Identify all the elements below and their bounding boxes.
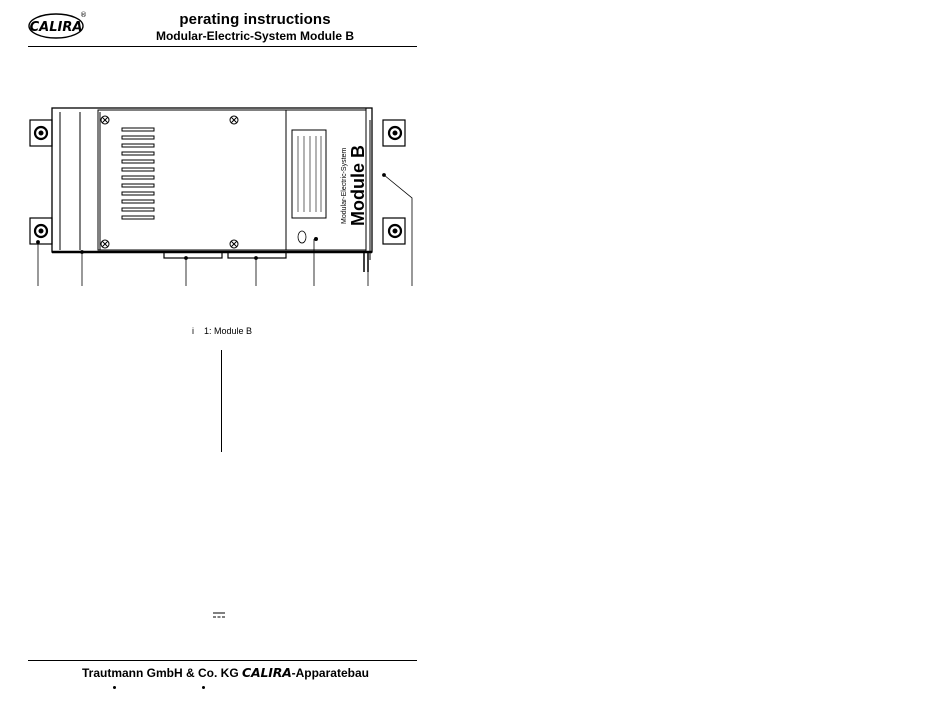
footer-company: Trautmann GmbH & Co. KG: [82, 666, 239, 680]
mount-bracket-top-right: [383, 120, 405, 146]
calira-logo: [28, 10, 86, 40]
mount-bracket-bottom-left: [30, 218, 52, 244]
page-subtitle: Modular-Electric-System Module B: [155, 29, 355, 43]
footer-brand: CALIRA: [242, 665, 292, 680]
footer-dot: [113, 686, 116, 689]
page-title: perating instructions: [179, 11, 331, 28]
vent-slots: [122, 128, 154, 219]
svg-text:Modular-Electric-System: Modular-Electric-System: [341, 147, 348, 224]
mount-bracket-top-left: [30, 120, 52, 146]
footer-rule: [28, 660, 417, 661]
footer-suffix: -Apparatebau: [291, 666, 369, 680]
caption-index: i: [192, 326, 194, 336]
svg-text:®: ®: [80, 11, 87, 19]
svg-text:Module B: Module B: [348, 145, 368, 226]
module-b-drawing: [28, 100, 423, 290]
footer-dot: [202, 686, 205, 689]
footer: [82, 665, 369, 680]
mount-bracket-bottom-right: [383, 218, 405, 244]
svg-text:CALIRA: CALIRA: [29, 20, 83, 35]
caption-text: 1: Module B: [204, 326, 253, 336]
dc-current-icon: [213, 606, 225, 614]
header-rule: [28, 46, 417, 47]
figure-caption: [192, 326, 252, 336]
margin-bar: [221, 350, 222, 452]
